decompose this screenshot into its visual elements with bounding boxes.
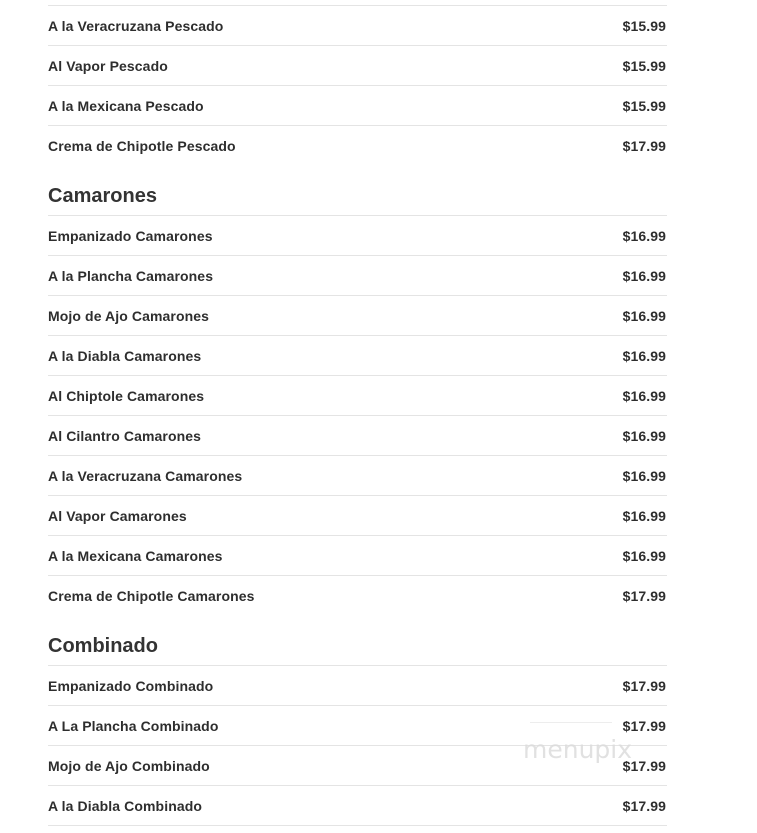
menu-item-name: Al Cilantro Camarones bbox=[48, 427, 202, 444]
menu-item-row bbox=[48, 785, 667, 825]
menu-item-name: A la Diabla Combinado bbox=[48, 797, 203, 814]
menu-item-price: $16.99 bbox=[622, 347, 666, 364]
menu-item-name: Empanizado Camarones bbox=[48, 227, 213, 244]
menu-item-price: $17.99 bbox=[622, 797, 666, 814]
menu-item-row bbox=[48, 665, 667, 705]
menu-item-name: Al Chiptole Camarones bbox=[48, 387, 205, 404]
section-title: Camarones bbox=[48, 185, 157, 207]
menu-item-price: $15.99 bbox=[622, 17, 666, 34]
menu-item-price: $17.99 bbox=[622, 137, 666, 154]
menu-item-price: $16.99 bbox=[622, 427, 666, 444]
menu-item-row bbox=[48, 85, 667, 125]
menu-item-name: Mojo de Ajo Camarones bbox=[48, 307, 210, 324]
menu-item-row bbox=[48, 295, 667, 335]
menu-item-price: $16.99 bbox=[622, 467, 666, 484]
menu-item-row bbox=[48, 125, 667, 165]
section-camarones bbox=[48, 165, 667, 615]
divider bbox=[48, 825, 667, 827]
menu-item-name: Al Vapor Camarones bbox=[48, 507, 187, 524]
menu-item-name: A la Mexicana Pescado bbox=[48, 97, 204, 114]
menu-item-row bbox=[48, 255, 667, 295]
menu-item-name: A la Veracruzana Camarones bbox=[48, 467, 243, 484]
menu-item-name: Mojo de Ajo Combinado bbox=[48, 757, 210, 774]
menu-item-name: Crema de Chipotle Pescado bbox=[48, 137, 236, 154]
menu-item-price: $16.99 bbox=[622, 267, 666, 284]
menu-item-row bbox=[48, 45, 667, 85]
menu-item-name: A la Veracruzana Pescado bbox=[48, 17, 224, 34]
watermark-divider bbox=[530, 722, 612, 723]
watermark-logo: menupix bbox=[523, 735, 633, 764]
menu-item-name: Empanizado Combinado bbox=[48, 677, 214, 694]
menu-item-price: $16.99 bbox=[622, 387, 666, 404]
menu-item-row bbox=[48, 705, 667, 745]
menu-item-price: $16.99 bbox=[622, 307, 666, 324]
menu-item-price: $17.99 bbox=[622, 587, 666, 604]
menu-item-name: A la Mexicana Camarones bbox=[48, 547, 223, 564]
menu-item-row bbox=[48, 455, 667, 495]
menu-item-row bbox=[48, 215, 667, 255]
menu-item-price: $15.99 bbox=[622, 97, 666, 114]
menu-item-price: $17.99 bbox=[622, 677, 666, 694]
menu-item-name: A La Plancha Combinado bbox=[48, 717, 219, 734]
menu-item-name: A la Diabla Camarones bbox=[48, 347, 202, 364]
menu-item-price: $17.99 bbox=[622, 717, 666, 734]
menu-item-name: Crema de Chipotle Camarones bbox=[48, 587, 255, 604]
menu-item-name: A la Plancha Camarones bbox=[48, 267, 214, 284]
menu-item-price: $15.99 bbox=[622, 57, 666, 74]
menu-item-price: $16.99 bbox=[622, 547, 666, 564]
menu-item-name: Al Vapor Pescado bbox=[48, 57, 168, 74]
menu-item-price: $17.99 bbox=[622, 757, 666, 774]
menu-item-row bbox=[48, 745, 667, 785]
section-title: Combinado bbox=[48, 635, 158, 657]
section-combinado bbox=[48, 615, 667, 827]
menu-item-price: $16.99 bbox=[622, 507, 666, 524]
menu-item-row bbox=[48, 495, 667, 535]
menu-item-row bbox=[48, 415, 667, 455]
menu-item-row bbox=[48, 535, 667, 575]
menu-list bbox=[48, 5, 667, 827]
menu-item-row bbox=[48, 335, 667, 375]
menu-item-row bbox=[48, 375, 667, 415]
menu-item-price: $16.99 bbox=[622, 227, 666, 244]
section-pescado bbox=[48, 5, 667, 165]
menu-item-row bbox=[48, 5, 667, 45]
menu-item-row bbox=[48, 575, 667, 615]
